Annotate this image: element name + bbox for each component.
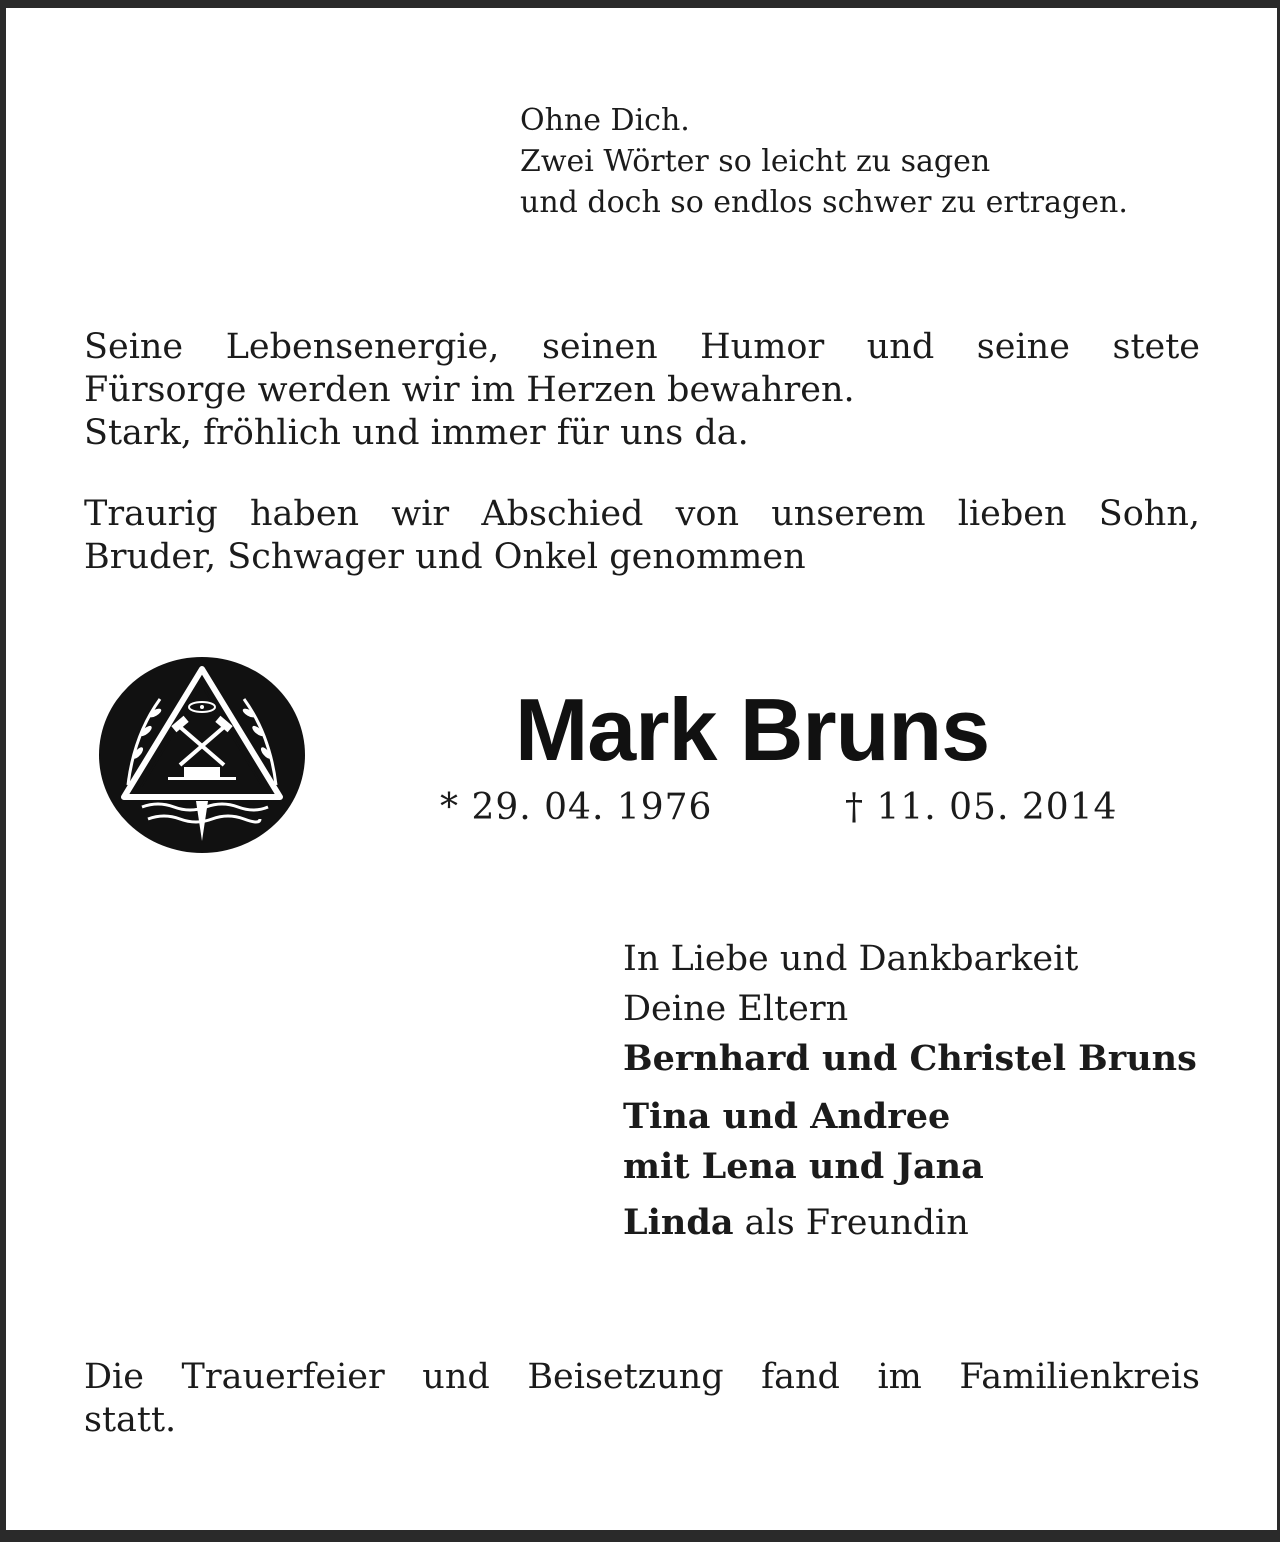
- farewell-paragraph: [84, 493, 1200, 579]
- death-date: † 11. 05. 2014: [845, 787, 1118, 828]
- friend-role: als Freundin: [733, 1203, 969, 1243]
- farewell-line: Bruder, Schwager und Onkel genommen: [84, 537, 806, 577]
- memorial-line: Seine Lebensenergie, seinen Humor und seine stete: [84, 327, 1200, 367]
- farewell-line: Traurig haben wir Abschied von unserem lieben Sohn,: [84, 494, 1200, 534]
- signature-children: mit Lena und Jana: [623, 1146, 984, 1187]
- signature-sibling: Tina und Andree: [623, 1096, 951, 1137]
- friend-name: Linda: [623, 1202, 734, 1243]
- signature-friend: [623, 1198, 1197, 1248]
- verse: [520, 100, 1128, 223]
- funeral-notice: [84, 1356, 1200, 1442]
- signature-line: Deine Eltern: [623, 989, 849, 1029]
- verse-line: Zwei Wörter so leicht zu sagen: [520, 144, 991, 179]
- verse-line: Ohne Dich.: [520, 103, 690, 138]
- verse-line: und doch so endlos schwer zu ertragen.: [520, 185, 1128, 220]
- signature-parents: Bernhard und Christel Bruns: [623, 1038, 1197, 1079]
- signature-block: [623, 934, 1197, 1248]
- memorial-paragraph: [84, 326, 1200, 455]
- birth-date: * 29. 04. 1976: [440, 787, 713, 828]
- memorial-line: Stark, fröhlich und immer für uns da.: [84, 413, 749, 453]
- memorial-line: Fürsorge werden wir im Herzen bewahren.: [84, 370, 855, 410]
- signature-line: In Liebe und Dankbarkeit: [623, 939, 1079, 979]
- notice-line: Die Trauerfeier und Beisetzung fand im Familienkreis: [84, 1357, 1200, 1397]
- deceased-name: Mark Bruns: [515, 680, 990, 779]
- miners-emblem-icon: [98, 655, 306, 855]
- notice-line: statt.: [84, 1400, 177, 1440]
